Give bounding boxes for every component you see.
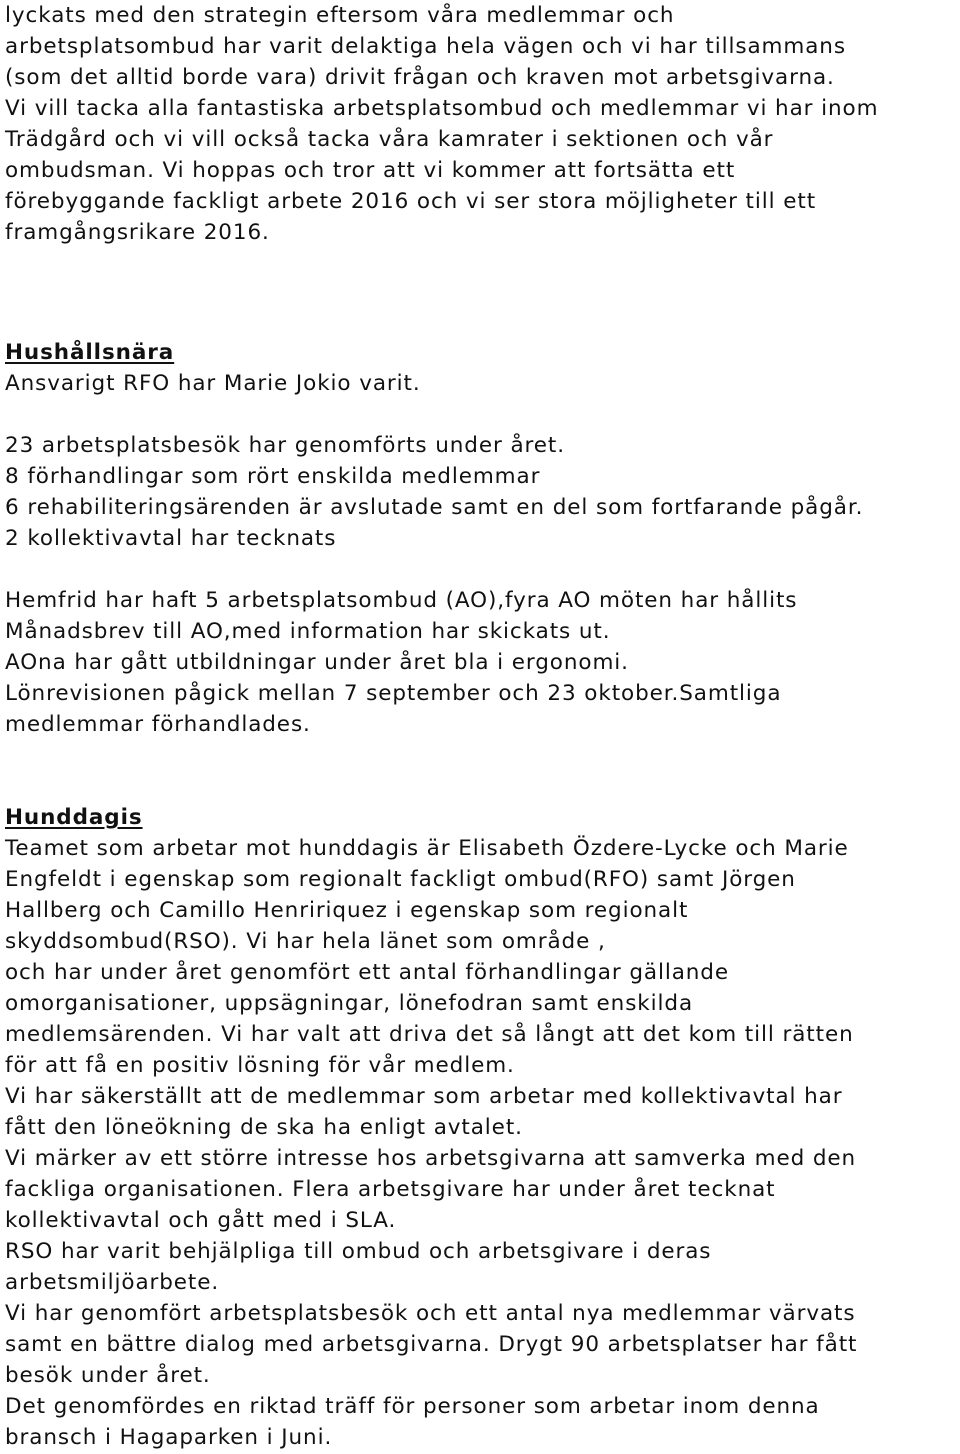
hunddagis-line: Engfeldt i egenskap som regionalt fackligt ombud(RFO) samt Jörgen (5, 867, 796, 892)
hemfrid-line: Månadsbrev till AO,med information har skickats ut. (5, 619, 611, 644)
responsible-line: Ansvarigt RFO har Marie Jokio varit. (5, 371, 421, 396)
hunddagis-line: besök under året. (5, 1363, 211, 1388)
hunddagis-line: Hallberg och Camillo Henririquez i egenskap som regionalt (5, 898, 689, 923)
hunddagis-section (5, 802, 960, 1453)
intro-line: (som det alltid borde vara) drivit frågan och kraven mot arbetsgivarna. (5, 65, 835, 90)
hunddagis-line: RSO har varit behjälpliga till ombud och arbetsgivare i deras (5, 1239, 712, 1264)
hunddagis-line: samt en bättre dialog med arbetsgivarna. Drygt 90 arbetsplatser har fått (5, 1332, 858, 1357)
hunddagis-line: fackliga organisationen. Flera arbetsgivare har under året tecknat (5, 1177, 776, 1202)
intro-line: Vi vill tacka alla fantastiska arbetsplatsombud och medlemmar vi har inom (5, 96, 879, 121)
intro-paragraph (5, 0, 960, 248)
spacer (5, 248, 960, 337)
intro-line: lyckats med den strategin eftersom våra medlemmar och (5, 3, 675, 28)
hunddagis-line: Vi märker av ett större intresse hos arbetsgivarna att samverka med den (5, 1146, 857, 1171)
document-page (5, 0, 960, 1453)
hunddagis-line: Vi har genomfört arbetsplatsbesök och ett antal nya medlemmar värvats (5, 1301, 856, 1326)
hunddagis-line: för att få en positiv lösning för vår medlem. (5, 1053, 515, 1078)
hunddagis-line: bransch i Hagaparken i Juni. (5, 1425, 333, 1450)
section-heading-hunddagis: Hunddagis (5, 805, 143, 830)
hunddagis-line: fått den löneökning de ska ha enligt avtalet. (5, 1115, 523, 1140)
hunddagis-line: arbetsmiljöarbete. (5, 1270, 220, 1295)
spacer (5, 554, 960, 585)
stats-line: 8 förhandlingar som rört enskilda medlemmar (5, 464, 541, 489)
spacer (5, 740, 960, 802)
hunddagis-line: Det genomfördes en riktad träff för personer som arbetar inom denna (5, 1394, 820, 1419)
hunddagis-line: omorganisationer, uppsägningar, lönefodran samt enskilda (5, 991, 694, 1016)
intro-line: Trädgård och vi vill också tacka våra kamrater i sektionen och vår (5, 127, 774, 152)
hemfrid-line: Hemfrid har haft 5 arbetsplatsombud (AO),fyra AO möten har hållits (5, 588, 798, 613)
hemfrid-line: AOna har gått utbildningar under året bla i ergonomi. (5, 650, 629, 675)
intro-line: förebyggande fackligt arbete 2016 och vi ser stora möjligheter till ett (5, 189, 817, 214)
hunddagis-line: skyddsombud(RSO). Vi har hela länet som område , (5, 929, 606, 954)
hunddagis-line: Teamet som arbetar mot hunddagis är Elisabeth Özdere-Lycke och Marie (5, 836, 849, 861)
spacer (5, 399, 960, 430)
hunddagis-line: och har under året genomfört ett antal förhandlingar gällande (5, 960, 729, 985)
stats-line: 2 kollektivavtal har tecknats (5, 526, 337, 551)
hunddagis-line: medlemsärenden. Vi har valt att driva det så långt att det kom till rätten (5, 1022, 854, 1047)
stats-line: 23 arbetsplatsbesök har genomförts under året. (5, 433, 565, 458)
stats-line: 6 rehabiliteringsärenden är avslutade samt en del som fortfarande pågår. (5, 495, 864, 520)
hunddagis-line: Vi har säkerställt att de medlemmar som arbetar med kollektivavtal har (5, 1084, 843, 1109)
section-heading-hushallsnara: Hushållsnära (5, 340, 175, 365)
intro-line: framgångsrikare 2016. (5, 220, 270, 245)
hemfrid-line: Lönrevisionen pågick mellan 7 september och 23 oktober.Samtliga (5, 681, 782, 706)
hushallsnara-section (5, 337, 960, 740)
hunddagis-line: kollektivavtal och gått med i SLA. (5, 1208, 397, 1233)
intro-line: ombudsman. Vi hoppas och tror att vi kommer att fortsätta ett (5, 158, 736, 183)
hemfrid-line: medlemmar förhandlades. (5, 712, 311, 737)
intro-line: arbetsplatsombud har varit delaktiga hela vägen och vi har tillsammans (5, 34, 846, 59)
